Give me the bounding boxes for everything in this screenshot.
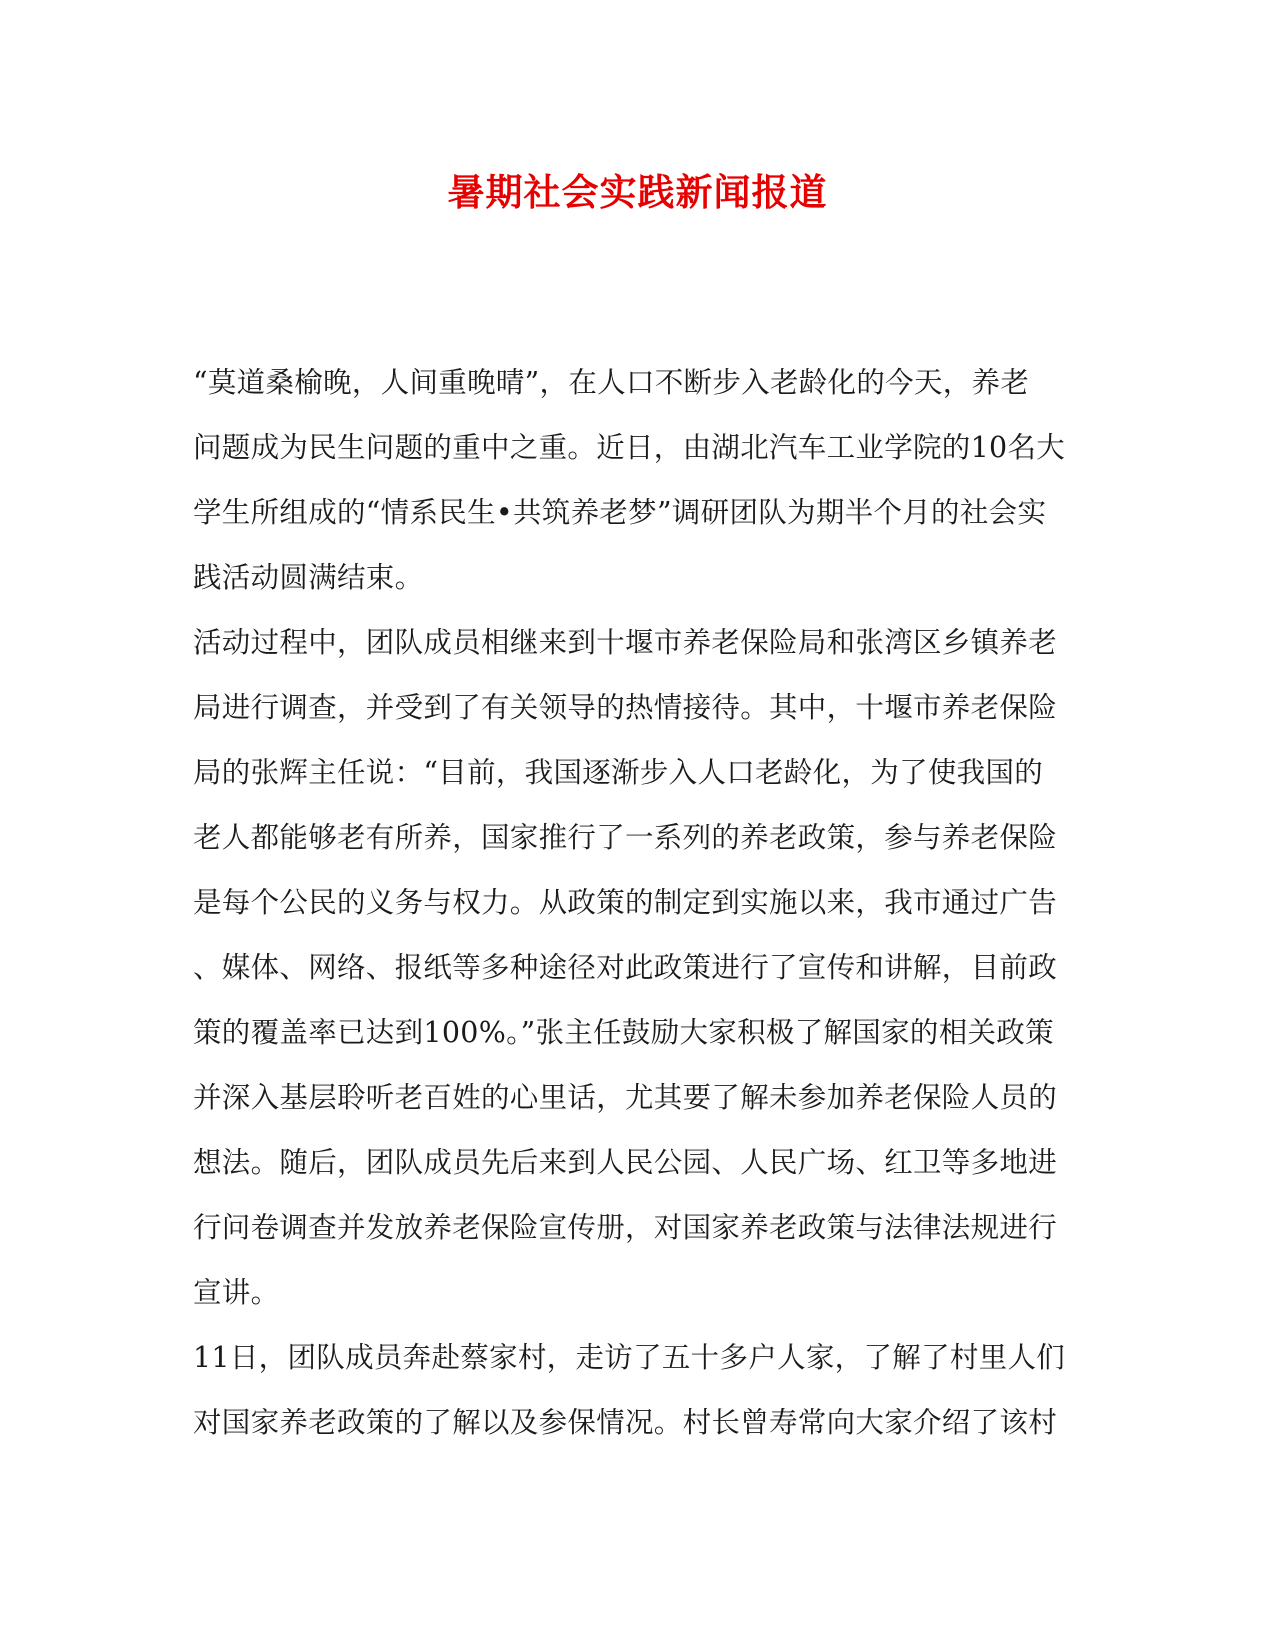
text-line: 宣讲。 <box>193 1276 280 1309</box>
text-line: 行问卷调查并发放养老保险宣传册，对国家养老政策与法律法规进行 <box>193 1211 1058 1244</box>
text-line: 是每个公民的义务与权力。从政策的制定到实施以来，我市通过广告 <box>193 886 1058 919</box>
text-line: 老人都能够老有所养，国家推行了一系列的养老政策，参与养老保险 <box>193 821 1058 854</box>
text-line: 活动过程中，团队成员相继来到十堰市养老保险局和张湾区乡镇养老 <box>193 626 1058 659</box>
text-line: 想法。随后，团队成员先后来到人民公园、人民广场、红卫等多地进 <box>193 1146 1058 1179</box>
text-line: 对国家养老政策的了解以及参保情况。村长曾寿常向大家介绍了该村 <box>193 1406 1058 1439</box>
text-line: 学生所组成的“情系民生•共筑养老梦”调研团队为期半个月的社会实 <box>193 496 1047 529</box>
paragraph-intro <box>193 350 1073 610</box>
paragraph-activity <box>193 610 1073 1325</box>
text-line: 问题成为民生问题的重中之重。近日，由湖北汽车工业学院的10名大 <box>193 431 1066 464</box>
text-line: 践活动圆满结束。 <box>193 561 424 594</box>
text-line: 11日，团队成员奔赴蔡家村，走访了五十多户人家，了解了村里人们 <box>193 1341 1066 1374</box>
text-line: “莫道桑榆晚，人间重晚晴”，在人口不断步入老龄化的今天，养老 <box>193 366 1030 399</box>
text-line: 、媒体、网络、报纸等多种途径对此政策进行了宣传和讲解，目前政 <box>193 951 1058 984</box>
text-line: 策的覆盖率已达到100%。”张主任鼓励大家积极了解国家的相关政策 <box>193 1016 1054 1049</box>
document-body <box>193 350 1073 1455</box>
text-line: 并深入基层聆听老百姓的心里话，尤其要了解未参加养老保险人员的 <box>193 1081 1058 1114</box>
document-title: 暑期社会实践新闻报道 <box>447 170 828 214</box>
paragraph-village-visit <box>193 1325 1073 1455</box>
text-line: 局的张辉主任说：“目前，我国逐渐步入人口老龄化，为了使我国的 <box>193 756 1044 789</box>
text-line: 局进行调查，并受到了有关领导的热情接待。其中，十堰市养老保险 <box>193 691 1058 724</box>
